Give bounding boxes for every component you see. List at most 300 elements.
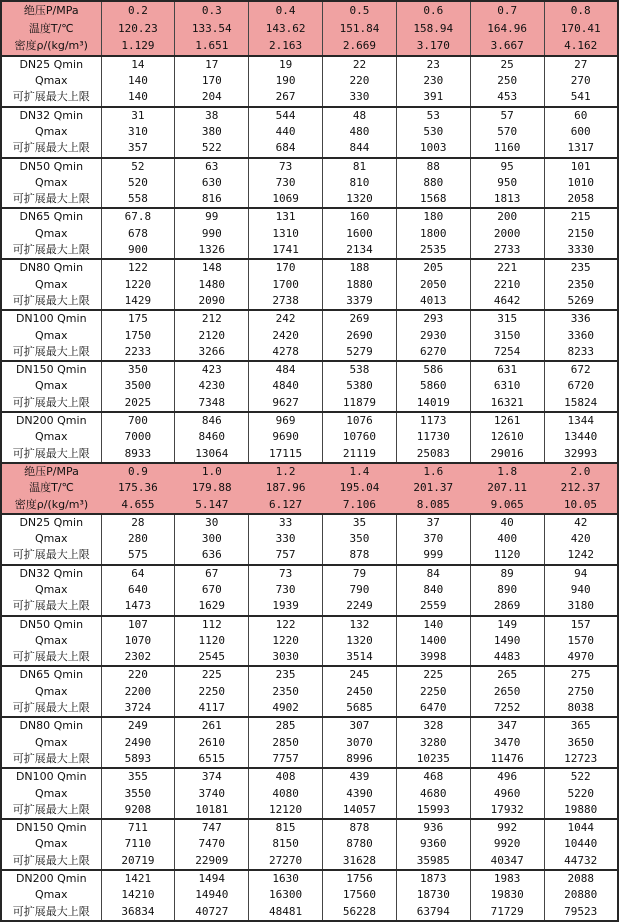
value-cell: 94 [544, 565, 618, 582]
value-cell: 17115 [249, 446, 323, 463]
value-cell: 636 [175, 547, 249, 564]
value-cell: 175.36 [101, 480, 175, 496]
value-cell: 992 [470, 819, 544, 836]
value-cell: 175 [101, 310, 175, 327]
value-cell: 522 [544, 768, 618, 785]
value-cell: 1429 [101, 293, 175, 310]
value-cell: 3650 [544, 735, 618, 751]
value-cell: 140 [101, 89, 175, 106]
value-cell: 99 [175, 208, 249, 225]
value-cell: 1326 [175, 242, 249, 259]
value-cell: 1400 [396, 633, 470, 649]
value-cell: 2088 [544, 870, 618, 887]
value-cell: 6720 [544, 378, 618, 394]
value-cell: 1480 [175, 277, 249, 293]
table-row [1, 277, 618, 293]
value-cell: 35985 [396, 853, 470, 870]
value-cell: 1873 [396, 870, 470, 887]
expand-row-label: 可扩展最大上限 [12, 90, 90, 104]
value-cell: 207.11 [470, 480, 544, 496]
table-row [1, 446, 618, 463]
value-cell: 14057 [323, 802, 397, 819]
value-cell: 1.651 [175, 37, 249, 56]
value-cell: 5685 [323, 700, 397, 717]
value-cell: 5279 [323, 344, 397, 361]
dn-qmin-row-label: DN65 Qmin [1, 666, 101, 683]
value-cell: 423 [175, 361, 249, 378]
value-cell: 10760 [323, 429, 397, 445]
value-cell: 15824 [544, 395, 618, 412]
value-cell: 936 [396, 819, 470, 836]
value-cell: 3030 [249, 649, 323, 666]
value-cell: 2025 [101, 395, 175, 412]
expand-row-label: 可扩展最大上限 [12, 751, 90, 765]
value-cell: 1.2 [249, 463, 323, 480]
value-cell: 1983 [470, 870, 544, 887]
value-cell: 969 [249, 412, 323, 429]
value-cell: 2090 [175, 293, 249, 310]
value-cell: 18730 [396, 887, 470, 903]
value-cell: 520 [101, 175, 175, 191]
qmax-row-label: Qmax [34, 888, 68, 902]
expand-row-label: 可扩展最大上限 [12, 192, 90, 206]
table-row [1, 598, 618, 615]
value-cell: 2.163 [249, 37, 323, 56]
expand-row-label: 可扩展最大上限 [12, 802, 90, 816]
value-cell: 10440 [544, 836, 618, 852]
value-cell: 16300 [249, 887, 323, 903]
value-cell: 640 [101, 582, 175, 598]
value-cell: 8150 [249, 836, 323, 852]
value-cell: 10181 [175, 802, 249, 819]
value-cell: 355 [101, 768, 175, 785]
value-cell: 5893 [101, 751, 175, 768]
value-cell: 1630 [249, 870, 323, 887]
value-cell: 2930 [396, 328, 470, 344]
value-cell: 575 [101, 547, 175, 564]
value-cell: 2850 [249, 735, 323, 751]
value-cell: 14940 [175, 887, 249, 903]
dn-qmin-row-label: DN50 Qmin [1, 616, 101, 633]
table-row [1, 904, 618, 921]
value-cell: 67.8 [101, 208, 175, 225]
value-cell: 8.085 [396, 497, 470, 514]
value-cell: 630 [175, 175, 249, 191]
value-cell: 310 [101, 124, 175, 140]
dn-qmin-row-label: DN65 Qmin [1, 208, 101, 225]
value-cell: 7254 [470, 344, 544, 361]
value-cell: 190 [249, 73, 323, 89]
value-cell: 468 [396, 768, 470, 785]
value-cell: 10.05 [544, 497, 618, 514]
table-row [1, 20, 618, 38]
value-cell: 990 [175, 226, 249, 242]
table-row [1, 158, 618, 175]
value-cell: 3379 [323, 293, 397, 310]
value-cell: 3.170 [396, 37, 470, 56]
value-cell: 7348 [175, 395, 249, 412]
expand-row-label: 可扩展最大上限 [12, 650, 90, 664]
value-cell: 2420 [249, 328, 323, 344]
value-cell: 672 [544, 361, 618, 378]
value-cell: 558 [101, 191, 175, 208]
value-cell: 440 [249, 124, 323, 140]
expand-row-label: 可扩展最大上限 [12, 141, 90, 155]
value-cell: 3500 [101, 378, 175, 394]
value-cell: 201.37 [396, 480, 470, 496]
value-cell: 365 [544, 717, 618, 734]
table-row [1, 531, 618, 547]
value-cell: 112 [175, 616, 249, 633]
table-row [1, 836, 618, 852]
value-cell: 148 [175, 259, 249, 276]
table-row [1, 768, 618, 785]
dn-qmin-row-label: DN50 Qmin [1, 158, 101, 175]
value-cell: 1756 [323, 870, 397, 887]
value-cell: 40727 [175, 904, 249, 921]
value-cell: 1.8 [470, 463, 544, 480]
value-cell: 1010 [544, 175, 618, 191]
value-cell: 570 [470, 124, 544, 140]
value-cell: 1220 [249, 633, 323, 649]
value-cell: 235 [249, 666, 323, 683]
value-cell: 4.655 [101, 497, 175, 514]
value-cell: 1.0 [175, 463, 249, 480]
value-cell: 160 [323, 208, 397, 225]
table-row [1, 666, 618, 683]
value-cell: 261 [175, 717, 249, 734]
value-cell: 140 [396, 616, 470, 633]
value-cell: 4902 [249, 700, 323, 717]
value-cell: 220 [101, 666, 175, 683]
value-cell: 133.54 [175, 20, 249, 38]
value-cell: 25083 [396, 446, 470, 463]
value-cell: 151.84 [323, 20, 397, 38]
value-cell: 816 [175, 191, 249, 208]
value-cell: 170 [175, 73, 249, 89]
value-cell: 1344 [544, 412, 618, 429]
value-cell: 11879 [323, 395, 397, 412]
table-row [1, 140, 618, 157]
value-cell: 3550 [101, 786, 175, 802]
value-cell: 370 [396, 531, 470, 547]
value-cell: 21119 [323, 446, 397, 463]
value-cell: 0.6 [396, 1, 470, 20]
value-cell: 204 [175, 89, 249, 106]
value-cell: 1044 [544, 819, 618, 836]
value-cell: 17932 [470, 802, 544, 819]
value-cell: 2350 [544, 277, 618, 293]
qmax-row-label: Qmax [34, 175, 68, 189]
table-row [1, 514, 618, 531]
value-cell: 4970 [544, 649, 618, 666]
value-cell: 2690 [323, 328, 397, 344]
table-row [1, 565, 618, 582]
value-cell: 122 [249, 616, 323, 633]
value-cell: 84 [396, 565, 470, 582]
value-cell: 17560 [323, 887, 397, 903]
value-cell: 2302 [101, 649, 175, 666]
value-cell: 44732 [544, 853, 618, 870]
value-cell: 42 [544, 514, 618, 531]
value-cell: 2250 [175, 684, 249, 700]
value-cell: 11476 [470, 751, 544, 768]
value-cell: 1800 [396, 226, 470, 242]
density-row-label: 密度ρ/(kg/m³) [1, 37, 101, 56]
value-cell: 12610 [470, 429, 544, 445]
value-cell: 586 [396, 361, 470, 378]
expand-row-label: 可扩展最大上限 [12, 701, 90, 715]
value-cell: 2750 [544, 684, 618, 700]
value-cell: 350 [323, 531, 397, 547]
value-cell: 71729 [470, 904, 544, 921]
value-cell: 2450 [323, 684, 397, 700]
value-cell: 1494 [175, 870, 249, 887]
qmax-row-label: Qmax [34, 786, 68, 800]
table-row [1, 73, 618, 89]
expand-row-label: 可扩展最大上限 [12, 853, 90, 867]
value-cell: 20880 [544, 887, 618, 903]
value-cell: 63 [175, 158, 249, 175]
value-cell: 790 [323, 582, 397, 598]
value-cell: 205 [396, 259, 470, 276]
value-cell: 280 [101, 531, 175, 547]
value-cell: 3514 [323, 649, 397, 666]
pressure-row-label: 绝压P/MPa [1, 1, 101, 20]
value-cell: 3470 [470, 735, 544, 751]
value-cell: 7000 [101, 429, 175, 445]
value-cell: 530 [396, 124, 470, 140]
expand-row-label: 可扩展最大上限 [12, 904, 90, 918]
value-cell: 5.147 [175, 497, 249, 514]
value-cell: 1813 [470, 191, 544, 208]
expand-row-label: 可扩展最大上限 [12, 446, 90, 460]
value-cell: 408 [249, 768, 323, 785]
dn-qmin-row-label: DN32 Qmin [1, 565, 101, 582]
value-cell: 747 [175, 819, 249, 836]
value-cell: 40 [470, 514, 544, 531]
value-cell: 2120 [175, 328, 249, 344]
pressure-row-label: 绝压P/MPa [1, 463, 101, 480]
value-cell: 122 [101, 259, 175, 276]
value-cell: 544 [249, 107, 323, 124]
value-cell: 158.94 [396, 20, 470, 38]
value-cell: 249 [101, 717, 175, 734]
value-cell: 1568 [396, 191, 470, 208]
table-row [1, 717, 618, 734]
value-cell: 357 [101, 140, 175, 157]
value-cell: 95 [470, 158, 544, 175]
value-cell: 1261 [470, 412, 544, 429]
value-cell: 9920 [470, 836, 544, 852]
dn-qmin-row-label: DN32 Qmin [1, 107, 101, 124]
value-cell: 1320 [323, 633, 397, 649]
value-cell: 878 [323, 819, 397, 836]
value-cell: 195.04 [323, 480, 397, 496]
value-cell: 250 [470, 73, 544, 89]
value-cell: 212 [175, 310, 249, 327]
value-cell: 221 [470, 259, 544, 276]
value-cell: 245 [323, 666, 397, 683]
value-cell: 180 [396, 208, 470, 225]
expand-row-label: 可扩展最大上限 [12, 243, 90, 257]
value-cell: 38 [175, 107, 249, 124]
value-cell: 840 [396, 582, 470, 598]
dn-qmin-row-label: DN200 Qmin [1, 870, 101, 887]
value-cell: 4080 [249, 786, 323, 802]
value-cell: 157 [544, 616, 618, 633]
value-cell: 53 [396, 107, 470, 124]
table-row [1, 853, 618, 870]
value-cell: 12723 [544, 751, 618, 768]
table-row [1, 124, 618, 140]
value-cell: 1003 [396, 140, 470, 157]
value-cell: 35 [323, 514, 397, 531]
value-cell: 13064 [175, 446, 249, 463]
table-row [1, 242, 618, 259]
value-cell: 2134 [323, 242, 397, 259]
value-cell: 36834 [101, 904, 175, 921]
temperature-row-label: 温度T/℃ [1, 480, 101, 496]
value-cell: 484 [249, 361, 323, 378]
value-cell: 10235 [396, 751, 470, 768]
value-cell: 810 [323, 175, 397, 191]
value-cell: 48 [323, 107, 397, 124]
value-cell: 1220 [101, 277, 175, 293]
value-cell: 900 [101, 242, 175, 259]
table-row [1, 802, 618, 819]
value-cell: 878 [323, 547, 397, 564]
value-cell: 2050 [396, 277, 470, 293]
value-cell: 3280 [396, 735, 470, 751]
value-cell: 2.669 [323, 37, 397, 56]
value-cell: 16321 [470, 395, 544, 412]
value-cell: 0.4 [249, 1, 323, 20]
value-cell: 4680 [396, 786, 470, 802]
value-cell: 170.41 [544, 20, 618, 38]
table-row [1, 547, 618, 564]
value-cell: 2350 [249, 684, 323, 700]
qmax-row-label: Qmax [34, 430, 68, 444]
value-cell: 330 [249, 531, 323, 547]
value-cell: 14210 [101, 887, 175, 903]
value-cell: 1317 [544, 140, 618, 157]
expand-row-label: 可扩展最大上限 [12, 293, 90, 307]
table-row [1, 700, 618, 717]
value-cell: 1242 [544, 547, 618, 564]
value-cell: 844 [323, 140, 397, 157]
dn-qmin-row-label: DN25 Qmin [1, 514, 101, 531]
value-cell: 6310 [470, 378, 544, 394]
value-cell: 170 [249, 259, 323, 276]
value-cell: 7470 [175, 836, 249, 852]
value-cell: 20719 [101, 853, 175, 870]
dn-qmin-row-label: DN150 Qmin [1, 361, 101, 378]
value-cell: 1.4 [323, 463, 397, 480]
qmax-row-label: Qmax [34, 74, 68, 88]
value-cell: 212.37 [544, 480, 618, 496]
value-cell: 2250 [396, 684, 470, 700]
value-cell: 496 [470, 768, 544, 785]
value-cell: 265 [470, 666, 544, 683]
value-cell: 48481 [249, 904, 323, 921]
value-cell: 285 [249, 717, 323, 734]
value-cell: 8460 [175, 429, 249, 445]
value-cell: 120.23 [101, 20, 175, 38]
table-row [1, 310, 618, 327]
value-cell: 7.106 [323, 497, 397, 514]
value-cell: 5269 [544, 293, 618, 310]
dn-qmin-row-label: DN25 Qmin [1, 56, 101, 73]
value-cell: 3998 [396, 649, 470, 666]
value-cell: 999 [396, 547, 470, 564]
value-cell: 15993 [396, 802, 470, 819]
temperature-row-label: 温度T/℃ [1, 20, 101, 38]
table-row [1, 37, 618, 56]
value-cell: 3150 [470, 328, 544, 344]
value-cell: 56228 [323, 904, 397, 921]
table-row [1, 89, 618, 106]
table-row [1, 328, 618, 344]
value-cell: 88 [396, 158, 470, 175]
value-cell: 2650 [470, 684, 544, 700]
expand-row-label: 可扩展最大上限 [12, 395, 90, 409]
value-cell: 1600 [323, 226, 397, 242]
value-cell: 28 [101, 514, 175, 531]
value-cell: 1880 [323, 277, 397, 293]
qmax-row-label: Qmax [34, 379, 68, 393]
table-row [1, 429, 618, 445]
value-cell: 9690 [249, 429, 323, 445]
value-cell: 1700 [249, 277, 323, 293]
value-cell: 220 [323, 73, 397, 89]
value-cell: 81 [323, 158, 397, 175]
table-row [1, 819, 618, 836]
value-cell: 2869 [470, 598, 544, 615]
value-cell: 631 [470, 361, 544, 378]
qmax-row-label: Qmax [34, 633, 68, 647]
qmax-row-label: Qmax [34, 684, 68, 698]
value-cell: 19830 [470, 887, 544, 903]
value-cell: 11730 [396, 429, 470, 445]
value-cell: 30 [175, 514, 249, 531]
value-cell: 5380 [323, 378, 397, 394]
table-row [1, 582, 618, 598]
value-cell: 2610 [175, 735, 249, 751]
value-cell: 0.7 [470, 1, 544, 20]
value-cell: 2545 [175, 649, 249, 666]
table-row [1, 191, 618, 208]
value-cell: 2058 [544, 191, 618, 208]
value-cell: 14 [101, 56, 175, 73]
value-cell: 107 [101, 616, 175, 633]
value-cell: 230 [396, 73, 470, 89]
value-cell: 711 [101, 819, 175, 836]
value-cell: 350 [101, 361, 175, 378]
value-cell: 9.065 [470, 497, 544, 514]
value-cell: 1741 [249, 242, 323, 259]
value-cell: 600 [544, 124, 618, 140]
value-cell: 12120 [249, 802, 323, 819]
value-cell: 400 [470, 531, 544, 547]
value-cell: 9627 [249, 395, 323, 412]
value-cell: 63794 [396, 904, 470, 921]
expand-row-label: 可扩展最大上限 [12, 599, 90, 613]
value-cell: 200 [470, 208, 544, 225]
value-cell: 2210 [470, 277, 544, 293]
table-row [1, 259, 618, 276]
value-cell: 3266 [175, 344, 249, 361]
